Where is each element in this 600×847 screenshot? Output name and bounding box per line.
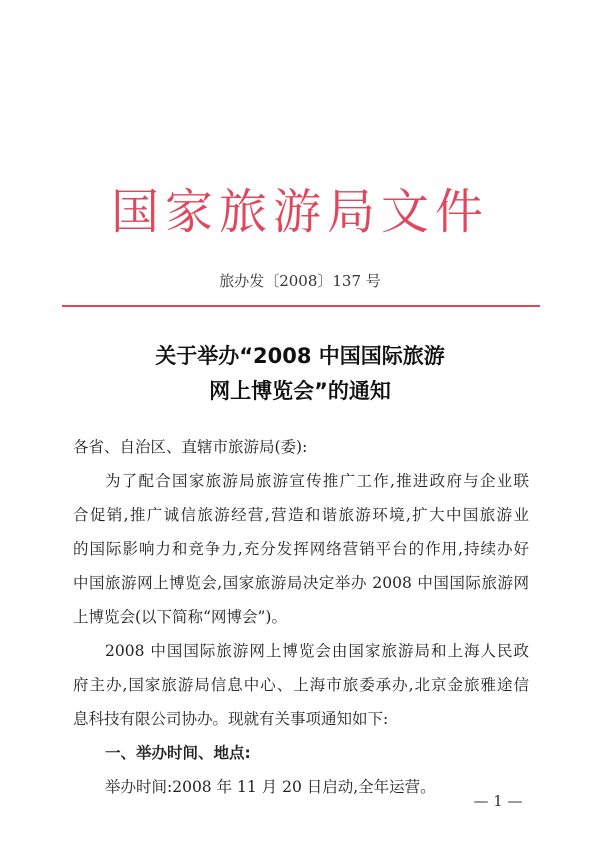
body-line-3: 的国际影响力和竞争力,充分发挥网络营销平台的作用,持续办好 bbox=[73, 540, 529, 558]
body-line-1: 为了配合国家旅游局旅游宣传推广工作,推进政府与企业联 bbox=[105, 472, 529, 490]
section-heading: 一、举办时间、地点: bbox=[105, 744, 251, 762]
red-divider-rule bbox=[62, 305, 540, 307]
body-line-8: 息科技有限公司协办。现就有关事项通知如下: bbox=[73, 710, 389, 728]
page-number: — 1 — bbox=[473, 792, 523, 810]
masthead: 国家旅游局文件 bbox=[110, 184, 489, 240]
body-line-2: 合促销,推广诚信旅游经营,营造和谐旅游环境,扩大中国旅游业 bbox=[73, 506, 529, 524]
body-line-6: 2008 中国国际旅游网上博览会由国家旅游局和上海人民政 bbox=[105, 642, 529, 660]
body-line-7: 府主办,国家旅游局信息中心、上海市旅委承办,北京金旅雅途信 bbox=[73, 676, 529, 694]
event-time-line: 举办时间:2008 年 11 月 20 日启动,全年运营。 bbox=[105, 778, 436, 796]
notice-title-line-1: 关于举办“2008 中国国际旅游 bbox=[155, 344, 445, 368]
document-number: 旅办发〔2008〕137 号 bbox=[219, 272, 381, 290]
body-line-5: 上博览会(以下简称“网博会”)。 bbox=[73, 608, 287, 626]
body-line-4: 中国旅游网上博览会,国家旅游局决定举办 2008 中国国际旅游网 bbox=[73, 574, 529, 592]
notice-title-line-2: 网上博览会”的通知 bbox=[209, 379, 391, 403]
salutation: 各省、自治区、直辖市旅游局(委): bbox=[73, 438, 308, 456]
